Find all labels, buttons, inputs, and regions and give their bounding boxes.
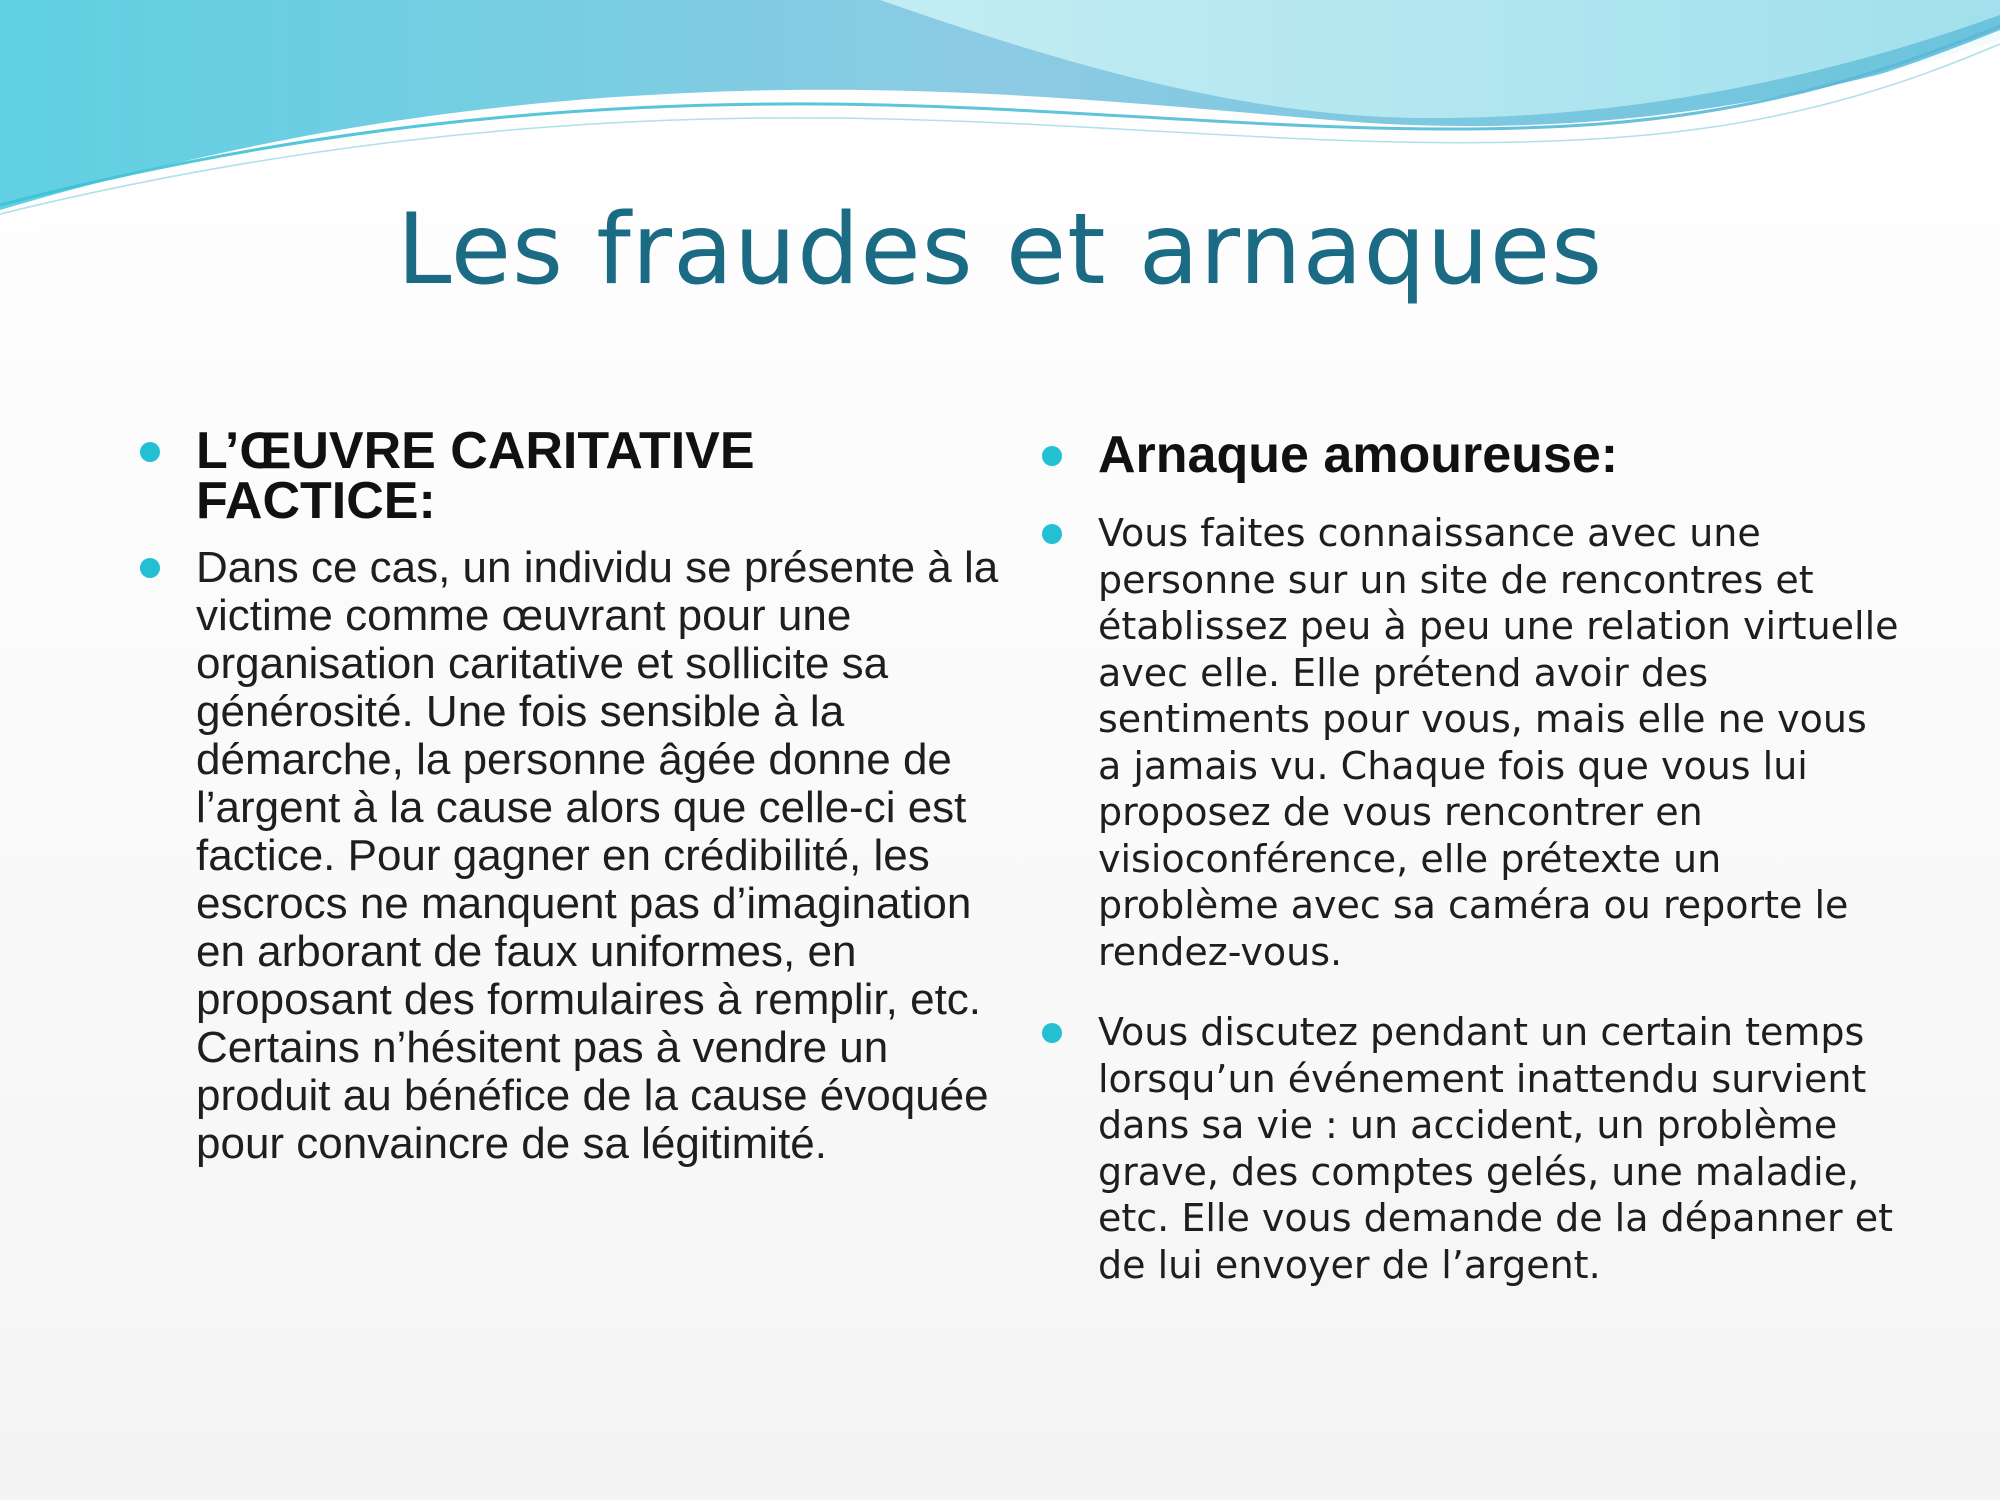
list-item [140,422,1000,530]
charity-scam-description: Dans ce cas, un individu se présente à la victime comme œuvrant pour une organisation caritative et sollicite sa générosité. Une fois sensible à la démarche, la personne âgée donne de l’argent à la cause alors que celle-ci est factice. Pour gagner en crédibilité, les escrocs ne manquent pas d’imagination en arborant de faux uniformes, en proposant des formulaires à remplir, etc. Certains n’hésitent pas à vendre un produit au bénéfice de la cause évoquée pour convaincre de sa légitimité. [196,543,999,1168]
romance-scam-paragraph: Vous faites connaissance avec une personne sur un site de rencontres et établissez peu à peu une relation virtuelle avec elle. Elle prétend avoir des sentiments pour vous, mais elle ne vous a jamais vu. Chaque fois que vous lui proposez de vous rencontrer en visioconférence, elle prétexte un problème avec sa caméra ou reporte le rendez-vous. [1098,511,1899,974]
list-item [1042,510,1902,975]
list-item [1042,426,1902,484]
charity-scam-heading: L’ŒUVRE CARITATIVE FACTICE: [196,422,755,530]
romance-scam-paragraph: Vous discutez pendant un certain temps lorsqu’un événement inattendu survient dans sa vie : un accident, un problème grave, des comptes gelés, une maladie, etc. Elle vous demande de la dépanner et de lui envoyer de l’argent. [1098,1010,1894,1287]
right-column [1042,426,1902,1288]
list-item [140,544,1000,1168]
bullet-dot-icon [140,442,160,462]
list-item [1042,1009,1902,1288]
bullet-dot-icon [1042,1023,1062,1043]
bullet-dot-icon [1042,524,1062,544]
romance-scam-heading: Arnaque amoureuse: [1098,426,1619,484]
slide-title: Les fraudes et arnaques [396,193,1604,307]
left-column [140,422,1000,1168]
bullet-dot-icon [1042,446,1062,466]
bullet-dot-icon [140,558,160,578]
